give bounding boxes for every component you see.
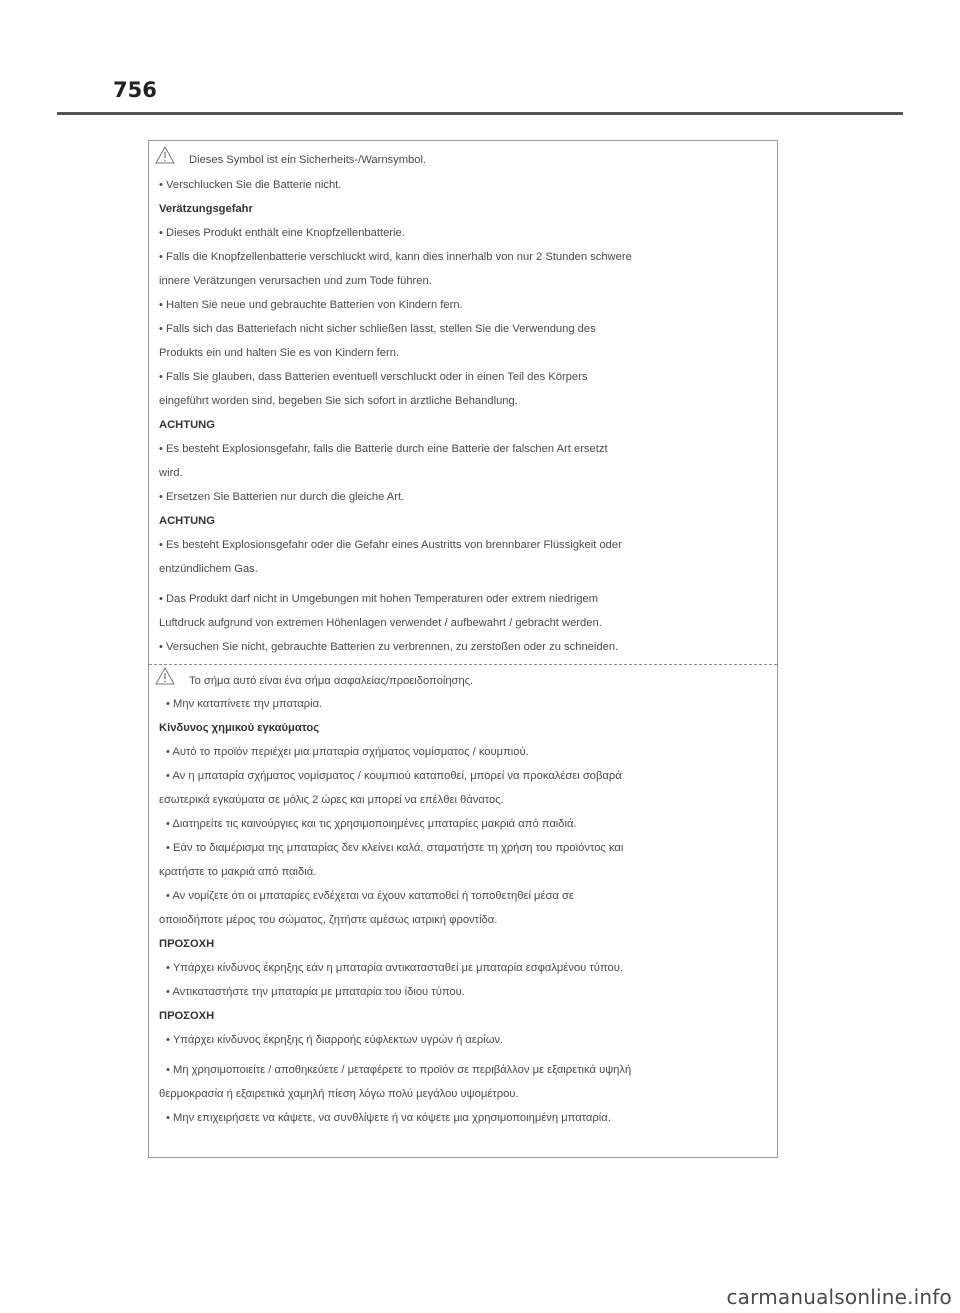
page-number: 756 bbox=[113, 78, 157, 102]
warning-text-line: • Μην επιχειρήσετε να κάψετε, να συνθλίψετε ή να κόψετε μια χρησιμοποιημένη μπαταρία. bbox=[166, 1112, 611, 1124]
warning-text-line: • Dieses Produkt enthält eine Knopfzellenbatterie. bbox=[159, 227, 405, 239]
warning-text-line: κρατήστε το μακριά από παιδιά. bbox=[159, 866, 317, 878]
header-rule bbox=[57, 112, 903, 115]
warning-text-line: Produkts ein und halten Sie es von Kindern fern. bbox=[159, 347, 400, 359]
warning-text-line: • Διατηρείτε τις καινούργιες και τις χρησιμοποιημένες μπαταρίες μακριά από παιδιά. bbox=[166, 818, 577, 830]
warning-text-line: • Ersetzen Sie Batterien nur durch die gleiche Art. bbox=[159, 491, 405, 503]
warning-text-line: • Υπάρχει κίνδυνος έκρηξης ή διαρροής εύφλεκτων υγρών ή αερίων. bbox=[166, 1034, 504, 1046]
warning-text-line: • Αντικαταστήστε την μπαταρία με μπαταρία του ίδιου τύπου. bbox=[166, 986, 465, 998]
warning-text-line: • Falls die Knopfzellenbatterie verschluckt wird, kann dies innerhalb von nur 2 Stunden schwere bbox=[159, 251, 632, 263]
warning-text-line: • Es besteht Explosionsgefahr, falls die Batterie durch eine Batterie der falschen Art ersetzt bbox=[159, 443, 608, 455]
warning-text-line: • Das Produkt darf nicht in Umgebungen mit hohen Temperaturen oder extrem niedrigem bbox=[159, 593, 599, 605]
section-heading: ΠΡΟΣΟΧΗ bbox=[159, 1010, 215, 1022]
warning-text-line: • Αν νομίζετε ότι οι μπαταρίες ενδέχεται να έχουν καταποθεί ή τοποθετηθεί μέσα σε bbox=[166, 890, 574, 902]
section-heading: Κίνδυνος χημικού εγκαύματος bbox=[159, 722, 320, 734]
warning-text-line: • Falls sich das Batteriefach nicht sicher schließen lässt, stellen Sie die Verwendung des bbox=[159, 323, 596, 335]
section-heading: Verätzungsgefahr bbox=[159, 203, 253, 215]
warning-text-line: • Versuchen Sie nicht, gebrauchte Batterien zu verbrennen, zu zerstoßen oder zu schneiden. bbox=[159, 641, 619, 653]
warning-text-line: • Verschlucken Sie die Batterie nicht. bbox=[159, 179, 342, 191]
warning-text-line: • Halten Sie neue und gebrauchte Batterien von Kindern fern. bbox=[159, 299, 463, 311]
warning-text-line: • Es besteht Explosionsgefahr oder die Gefahr eines Austritts von brennbarer Flüssigkeit oder bbox=[159, 539, 622, 551]
section-divider bbox=[149, 664, 777, 665]
symbol-description: Το σήμα αυτό είναι ένα σήμα ασφαλείας/προειδοποίησης. bbox=[189, 675, 474, 687]
section-heading: ACHTUNG bbox=[159, 515, 215, 527]
warning-text-line: οποιοδήποτε μέρος του σώματος, ζητήστε αμέσως ιατρική φροντίδα. bbox=[159, 914, 498, 926]
section-heading: ACHTUNG bbox=[159, 419, 215, 431]
warning-triangle-icon bbox=[155, 146, 175, 164]
warning-text-line: entzündlichem Gas. bbox=[159, 563, 258, 575]
warning-text-line: • Εάν το διαμέρισμα της μπαταρίας δεν κλείνει καλά, σταματήστε τη χρήση του προϊόντος και bbox=[166, 842, 624, 854]
section-heading: ΠΡΟΣΟΧΗ bbox=[159, 938, 215, 950]
warning-text-line: Luftdruck aufgrund von extremen Höhenlagen verwendet / aufbewahrt / gebracht werden. bbox=[159, 617, 602, 629]
warning-text-line: • Αυτό το προϊόν περιέχει μια μπαταρία σχήματος νομίσματος / κουμπιού. bbox=[166, 746, 529, 758]
warning-text-line: • Μην καταπίνετε την μπαταρία. bbox=[166, 698, 323, 710]
warning-text-line: innere Verätzungen verursachen und zum Tode führen. bbox=[159, 275, 432, 287]
watermark: carmanualsonline.info bbox=[726, 1285, 952, 1309]
warning-text-line: • Μη χρησιμοποιείτε / αποθηκεύετε / μεταφέρετε το προϊόν σε περιβάλλον με εξαιρετικά υψηλή bbox=[166, 1064, 632, 1076]
greek-warning-section bbox=[149, 666, 777, 1159]
warning-text-line: εσωτερικά εγκαύματα σε μόλις 2 ώρες και μπορεί να επέλθει θάνατος. bbox=[159, 794, 504, 806]
warning-text-line: wird. bbox=[159, 467, 183, 479]
battery-warning-box bbox=[148, 140, 778, 1158]
warning-text-line: θερμοκρασία ή εξαιρετικά χαμηλή πίεση λόγω πολύ μεγάλου υψομέτρου. bbox=[159, 1088, 519, 1100]
warning-text-line: eingeführt worden sind, begeben Sie sich sofort in ärztliche Behandlung. bbox=[159, 395, 518, 407]
german-warning-section bbox=[149, 141, 777, 664]
warning-text-line: • Falls Sie glauben, dass Batterien eventuell verschluckt oder in einen Teil des Körpers bbox=[159, 371, 588, 383]
warning-text-line: • Αν η μπαταρία σχήματος νομίσματος / κουμπιού καταποθεί, μπορεί να προκαλέσει σοβαρά bbox=[166, 770, 622, 782]
warning-triangle-icon bbox=[155, 667, 175, 685]
symbol-description: Dieses Symbol ist ein Sicherheits-/Warnsymbol. bbox=[189, 154, 427, 166]
warning-text-line: • Υπάρχει κίνδυνος έκρηξης εάν η μπαταρία αντικατασταθεί με μπαταρία εσφαλμένου τύπου. bbox=[166, 962, 623, 974]
